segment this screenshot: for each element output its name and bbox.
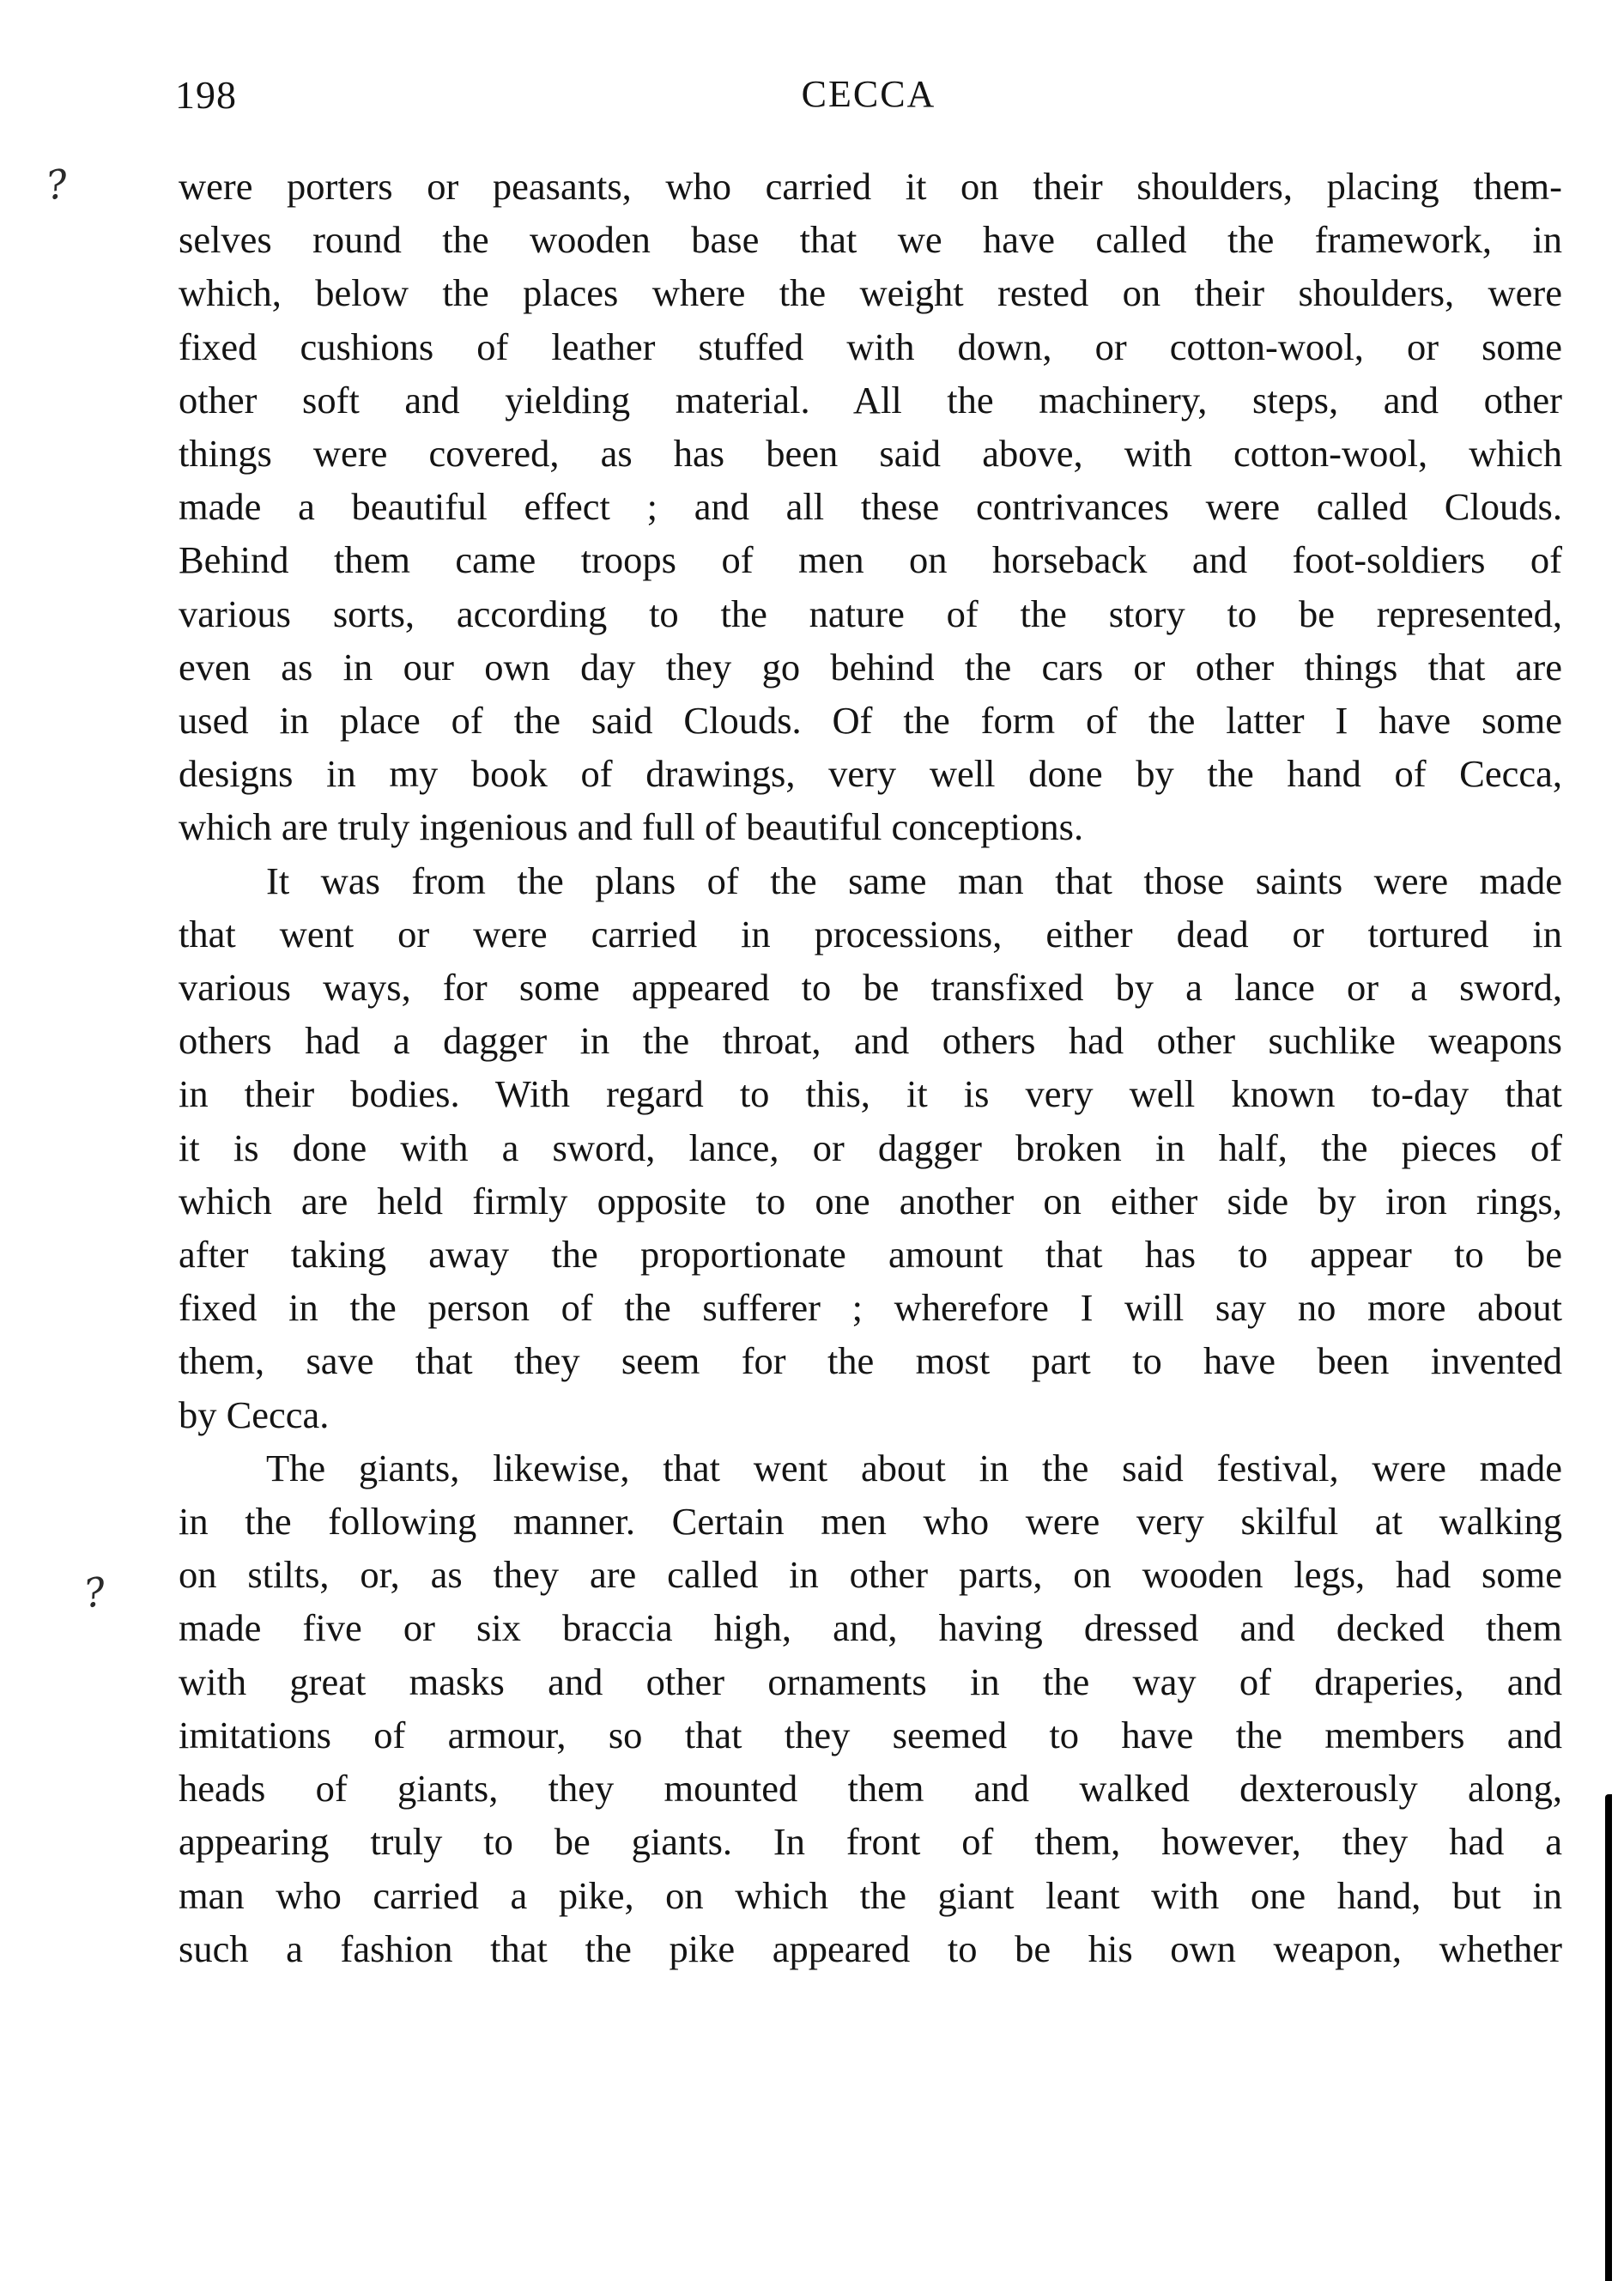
text-line: it is done with a sword, lance, or dagger broken in half, the pieces of — [179, 1125, 1562, 1169]
running-head — [175, 72, 1562, 124]
text-line: in the following manner. Certain men who were very skilful at walking — [179, 1500, 1562, 1544]
text-line: after taking away the proportionate amount that has to appear to be — [179, 1233, 1562, 1277]
text-line: imitations of armour, so that they seemed to have the members and — [179, 1713, 1562, 1756]
text-line: Behind them came troops of men on horseback and foot-soldiers of — [179, 538, 1562, 582]
text-line: appearing truly to be giants. In front of them, however, they had a — [179, 1820, 1562, 1864]
text-line: fixed in the person of the sufferer ; wherefore I will say no more about — [179, 1286, 1562, 1330]
text-line: heads of giants, they mounted them and walked dexterously along, — [179, 1767, 1562, 1811]
page-number: 198 — [175, 73, 237, 117]
text-line: even as in our own day they go behind the cars or other things that are — [179, 645, 1562, 689]
text-line: used in place of the said Clouds. Of the form of the latter I have some — [179, 699, 1562, 743]
text-line: It was from the plans of the same man that those saints were made — [266, 858, 1562, 902]
text-line: fixed cushions of leather stuffed with down, or cotton-wool, or some — [179, 325, 1562, 368]
text-line: things were covered, as has been said above, with cotton-wool, which — [179, 432, 1562, 476]
text-line: various sorts, according to the nature of the story to be represented, — [179, 591, 1562, 635]
text-line: in their bodies. With regard to this, it is very well known to-day that — [179, 1072, 1562, 1116]
scan-edge-shadow — [1605, 1794, 1612, 2281]
page-title: CECCA — [801, 73, 936, 115]
text-line: designs in my book of drawings, very well done by the hand of Cecca, — [179, 752, 1562, 796]
body-text — [179, 160, 1562, 1975]
text-line: on stilts, or, as they are called in other parts, on wooden legs, had some — [179, 1553, 1562, 1597]
margin-annotation: ? — [81, 1568, 109, 1617]
text-line: various ways, for some appeared to be transfixed by a lance or a sword, — [179, 966, 1562, 1010]
text-line: with great masks and other ornaments in the way of draperies, and — [179, 1659, 1562, 1703]
text-line: The giants, likewise, that went about in the said festival, were made — [266, 1446, 1562, 1489]
text-line: other soft and yielding material. All the machinery, steps, and other — [179, 378, 1562, 422]
text-line: were porters or peasants, who carried it on their shoulders, placing them- — [179, 165, 1562, 208]
text-line: which are truly ingenious and full of beautiful conceptions. — [179, 805, 1084, 849]
text-line: selves round the wooden base that we have called the framework, in — [179, 218, 1562, 262]
text-line: others had a dagger in the throat, and others had other suchlike weapons — [179, 1019, 1562, 1063]
text-line: made a beautiful effect ; and all these contrivances were called Clouds. — [179, 485, 1562, 529]
text-line: made five or six braccia high, and, having dressed and decked them — [179, 1606, 1562, 1650]
text-line: them, save that they seem for the most part to have been invented — [179, 1339, 1562, 1383]
text-line: man who carried a pike, on which the giant leant with one hand, but in — [179, 1873, 1562, 1917]
text-line: such a fashion that the pike appeared to be his own weapon, whether — [179, 1926, 1562, 1970]
text-line: by Cecca. — [179, 1392, 330, 1436]
text-line: which are held firmly opposite to one another on either side by iron rings, — [179, 1179, 1562, 1222]
text-line: which, below the places where the weight rested on their shoulders, were — [179, 271, 1562, 315]
text-line: that went or were carried in processions, either dead or tortured in — [179, 912, 1562, 955]
margin-annotation: ? — [43, 160, 71, 209]
